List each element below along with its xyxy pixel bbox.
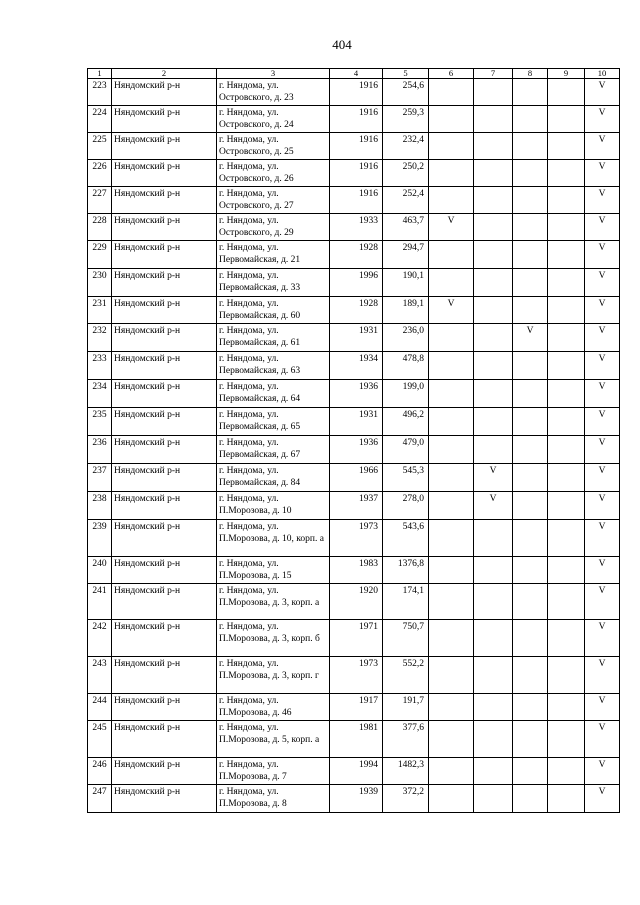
col8-mark-cell: V	[513, 324, 548, 352]
col6-mark-cell: V	[429, 214, 474, 241]
district-cell: Няндомский р-н	[112, 106, 217, 133]
col6-mark-cell: V	[429, 297, 474, 324]
area-cell: 545,3	[383, 464, 429, 492]
col9-mark-cell	[548, 492, 585, 520]
col10-mark-cell: V	[585, 584, 620, 620]
col8-mark-cell	[513, 520, 548, 557]
district-cell: Няндомский р-н	[112, 79, 217, 106]
col8-mark-cell	[513, 408, 548, 436]
area-cell: 252,4	[383, 187, 429, 214]
col8-mark-cell	[513, 620, 548, 657]
row-number-cell: 235	[88, 408, 112, 436]
col8-mark-cell	[513, 657, 548, 694]
area-cell: 236,0	[383, 324, 429, 352]
col6-mark-cell	[429, 520, 474, 557]
area-cell: 294,7	[383, 241, 429, 269]
table-row	[88, 352, 620, 380]
col6-mark-cell	[429, 721, 474, 758]
col9-mark-cell	[548, 214, 585, 241]
year-cell: 1973	[330, 657, 383, 694]
col10-mark-cell: V	[585, 694, 620, 721]
address-cell: г. Няндома, ул. П.Морозова, д. 46	[217, 694, 330, 721]
col9-mark-cell	[548, 324, 585, 352]
col6-mark-cell	[429, 694, 474, 721]
col10-mark-cell: V	[585, 160, 620, 187]
district-cell: Няндомский р-н	[112, 557, 217, 584]
col10-mark-cell: V	[585, 352, 620, 380]
table-row	[88, 297, 620, 324]
col9-mark-cell	[548, 557, 585, 584]
address-cell: г. Няндома, ул. П.Морозова, д. 5, корп. а	[217, 721, 330, 758]
address-cell: г. Няндома, ул. Островского, д. 23	[217, 79, 330, 106]
col8-mark-cell	[513, 694, 548, 721]
table-row	[88, 160, 620, 187]
table-row	[88, 241, 620, 269]
address-cell: г. Няндома, ул. Первомайская, д. 21	[217, 241, 330, 269]
col6-mark-cell	[429, 380, 474, 408]
address-cell: г. Няндома, ул. Первомайская, д. 60	[217, 297, 330, 324]
year-cell: 1928	[330, 297, 383, 324]
col6-mark-cell	[429, 133, 474, 160]
col7-mark-cell	[474, 187, 513, 214]
area-cell: 377,6	[383, 721, 429, 758]
row-number-cell: 232	[88, 324, 112, 352]
col6-mark-cell	[429, 785, 474, 813]
year-cell: 1931	[330, 408, 383, 436]
col7-mark-cell	[474, 520, 513, 557]
col8-mark-cell	[513, 380, 548, 408]
column-header: 9	[548, 69, 585, 79]
col6-mark-cell	[429, 464, 474, 492]
address-cell: г. Няндома, ул. Первомайская, д. 61	[217, 324, 330, 352]
district-cell: Няндомский р-н	[112, 408, 217, 436]
district-cell: Няндомский р-н	[112, 269, 217, 297]
year-cell: 1936	[330, 380, 383, 408]
row-number-cell: 244	[88, 694, 112, 721]
col9-mark-cell	[548, 352, 585, 380]
row-number-cell: 233	[88, 352, 112, 380]
col10-mark-cell: V	[585, 620, 620, 657]
row-number-cell: 236	[88, 436, 112, 464]
col10-mark-cell: V	[585, 133, 620, 160]
col9-mark-cell	[548, 785, 585, 813]
address-cell: г. Няндома, ул. Островского, д. 29	[217, 214, 330, 241]
row-number-cell: 241	[88, 584, 112, 620]
col9-mark-cell	[548, 241, 585, 269]
col10-mark-cell: V	[585, 785, 620, 813]
area-cell: 250,2	[383, 160, 429, 187]
district-cell: Няндомский р-н	[112, 620, 217, 657]
table-row	[88, 79, 620, 106]
col9-mark-cell	[548, 160, 585, 187]
table-row	[88, 436, 620, 464]
col9-mark-cell	[548, 297, 585, 324]
year-cell: 1994	[330, 758, 383, 785]
col8-mark-cell	[513, 241, 548, 269]
col7-mark-cell	[474, 785, 513, 813]
address-cell: г. Няндома, ул. Первомайская, д. 64	[217, 380, 330, 408]
col6-mark-cell	[429, 620, 474, 657]
district-cell: Няндомский р-н	[112, 297, 217, 324]
col7-mark-cell	[474, 694, 513, 721]
row-number-cell: 243	[88, 657, 112, 694]
address-cell: г. Няндома, ул. Островского, д. 25	[217, 133, 330, 160]
col9-mark-cell	[548, 721, 585, 758]
year-cell: 1934	[330, 352, 383, 380]
col7-mark-cell	[474, 106, 513, 133]
column-header: 2	[112, 69, 217, 79]
col8-mark-cell	[513, 721, 548, 758]
year-cell: 1983	[330, 557, 383, 584]
col6-mark-cell	[429, 324, 474, 352]
col9-mark-cell	[548, 408, 585, 436]
col7-mark-cell	[474, 160, 513, 187]
area-cell: 372,2	[383, 785, 429, 813]
col9-mark-cell	[548, 758, 585, 785]
col9-mark-cell	[548, 380, 585, 408]
col8-mark-cell	[513, 214, 548, 241]
district-cell: Няндомский р-н	[112, 214, 217, 241]
area-cell: 232,4	[383, 133, 429, 160]
col8-mark-cell	[513, 785, 548, 813]
address-cell: г. Няндома, ул. Первомайская, д. 84	[217, 464, 330, 492]
table-row	[88, 557, 620, 584]
column-header: 5	[383, 69, 429, 79]
area-cell: 478,8	[383, 352, 429, 380]
address-cell: г. Няндома, ул. П.Морозова, д. 8	[217, 785, 330, 813]
address-cell: г. Няндома, ул. Первомайская, д. 33	[217, 269, 330, 297]
column-header: 10	[585, 69, 620, 79]
col7-mark-cell	[474, 269, 513, 297]
col10-mark-cell: V	[585, 297, 620, 324]
district-cell: Няндомский р-н	[112, 352, 217, 380]
row-number-cell: 226	[88, 160, 112, 187]
col9-mark-cell	[548, 269, 585, 297]
col10-mark-cell: V	[585, 557, 620, 584]
district-cell: Няндомский р-н	[112, 584, 217, 620]
col9-mark-cell	[548, 79, 585, 106]
col9-mark-cell	[548, 133, 585, 160]
district-cell: Няндомский р-н	[112, 241, 217, 269]
year-cell: 1937	[330, 492, 383, 520]
page-number: 404	[332, 37, 352, 52]
row-number-cell: 223	[88, 79, 112, 106]
area-cell: 190,1	[383, 269, 429, 297]
table-row	[88, 520, 620, 557]
col8-mark-cell	[513, 187, 548, 214]
col6-mark-cell	[429, 352, 474, 380]
address-cell: г. Няндома, ул. П.Морозова, д. 3, корп. а	[217, 584, 330, 620]
col8-mark-cell	[513, 297, 548, 324]
year-cell: 1916	[330, 133, 383, 160]
row-number-cell: 247	[88, 785, 112, 813]
row-number-cell: 242	[88, 620, 112, 657]
col10-mark-cell: V	[585, 269, 620, 297]
year-cell: 1916	[330, 79, 383, 106]
address-cell: г. Няндома, ул. Островского, д. 24	[217, 106, 330, 133]
table-row	[88, 269, 620, 297]
col7-mark-cell	[474, 380, 513, 408]
col8-mark-cell	[513, 106, 548, 133]
table-row	[88, 657, 620, 694]
col7-mark-cell	[474, 584, 513, 620]
column-header: 1	[88, 69, 112, 79]
col6-mark-cell	[429, 408, 474, 436]
year-cell: 1920	[330, 584, 383, 620]
col7-mark-cell	[474, 620, 513, 657]
col8-mark-cell	[513, 557, 548, 584]
col7-mark-cell	[474, 324, 513, 352]
col10-mark-cell: V	[585, 214, 620, 241]
district-cell: Няндомский р-н	[112, 324, 217, 352]
table-row	[88, 584, 620, 620]
row-number-cell: 239	[88, 520, 112, 557]
col6-mark-cell	[429, 758, 474, 785]
year-cell: 1981	[330, 721, 383, 758]
row-number-cell: 238	[88, 492, 112, 520]
col9-mark-cell	[548, 436, 585, 464]
district-cell: Няндомский р-н	[112, 492, 217, 520]
year-cell: 1916	[330, 187, 383, 214]
district-cell: Няндомский р-н	[112, 785, 217, 813]
district-cell: Няндомский р-н	[112, 133, 217, 160]
table-row	[88, 214, 620, 241]
column-header: 3	[217, 69, 330, 79]
col9-mark-cell	[548, 464, 585, 492]
address-cell: г. Няндома, ул. П.Морозова, д. 3, корп. г	[217, 657, 330, 694]
col8-mark-cell	[513, 79, 548, 106]
row-number-cell: 225	[88, 133, 112, 160]
column-header: 8	[513, 69, 548, 79]
col8-mark-cell	[513, 584, 548, 620]
row-number-cell: 224	[88, 106, 112, 133]
col7-mark-cell	[474, 557, 513, 584]
area-cell: 278,0	[383, 492, 429, 520]
col8-mark-cell	[513, 269, 548, 297]
col6-mark-cell	[429, 241, 474, 269]
col9-mark-cell	[548, 187, 585, 214]
address-cell: г. Няндома, ул. Первомайская, д. 67	[217, 436, 330, 464]
row-number-cell: 234	[88, 380, 112, 408]
table-row	[88, 785, 620, 813]
area-cell: 174,1	[383, 584, 429, 620]
address-cell: г. Няндома, ул. Первомайская, д. 65	[217, 408, 330, 436]
col6-mark-cell	[429, 106, 474, 133]
col6-mark-cell	[429, 160, 474, 187]
col7-mark-cell	[474, 436, 513, 464]
housing-table	[87, 68, 620, 813]
table-row	[88, 324, 620, 352]
column-header: 4	[330, 69, 383, 79]
col9-mark-cell	[548, 520, 585, 557]
year-cell: 1971	[330, 620, 383, 657]
table-row	[88, 694, 620, 721]
district-cell: Няндомский р-н	[112, 520, 217, 557]
col10-mark-cell: V	[585, 721, 620, 758]
table-row	[88, 758, 620, 785]
col10-mark-cell: V	[585, 436, 620, 464]
table-row	[88, 492, 620, 520]
year-cell: 1916	[330, 160, 383, 187]
area-cell: 1482,3	[383, 758, 429, 785]
table-row	[88, 133, 620, 160]
year-cell: 1916	[330, 106, 383, 133]
col6-mark-cell	[429, 557, 474, 584]
col7-mark-cell	[474, 657, 513, 694]
address-cell: г. Няндома, ул. П.Морозова, д. 15	[217, 557, 330, 584]
district-cell: Няндомский р-н	[112, 436, 217, 464]
row-number-cell: 229	[88, 241, 112, 269]
row-number-cell: 230	[88, 269, 112, 297]
col10-mark-cell: V	[585, 187, 620, 214]
col7-mark-cell: V	[474, 492, 513, 520]
col7-mark-cell: V	[474, 464, 513, 492]
table-header-row	[88, 69, 620, 79]
col8-mark-cell	[513, 133, 548, 160]
table-row	[88, 620, 620, 657]
row-number-cell: 246	[88, 758, 112, 785]
address-cell: г. Няндома, ул. Островского, д. 27	[217, 187, 330, 214]
col9-mark-cell	[548, 584, 585, 620]
row-number-cell: 237	[88, 464, 112, 492]
col6-mark-cell	[429, 657, 474, 694]
col7-mark-cell	[474, 408, 513, 436]
col10-mark-cell: V	[585, 380, 620, 408]
address-cell: г. Няндома, ул. Островского, д. 26	[217, 160, 330, 187]
col7-mark-cell	[474, 214, 513, 241]
district-cell: Няндомский р-н	[112, 160, 217, 187]
col8-mark-cell	[513, 758, 548, 785]
year-cell: 1928	[330, 241, 383, 269]
table-row	[88, 380, 620, 408]
address-cell: г. Няндома, ул. Первомайская, д. 63	[217, 352, 330, 380]
col10-mark-cell: V	[585, 241, 620, 269]
col6-mark-cell	[429, 187, 474, 214]
col8-mark-cell	[513, 464, 548, 492]
year-cell: 1936	[330, 436, 383, 464]
row-number-cell: 245	[88, 721, 112, 758]
col6-mark-cell	[429, 584, 474, 620]
col7-mark-cell	[474, 352, 513, 380]
area-cell: 259,3	[383, 106, 429, 133]
col7-mark-cell	[474, 758, 513, 785]
col7-mark-cell	[474, 241, 513, 269]
table-row	[88, 721, 620, 758]
col8-mark-cell	[513, 436, 548, 464]
col6-mark-cell	[429, 436, 474, 464]
col9-mark-cell	[548, 106, 585, 133]
district-cell: Няндомский р-н	[112, 721, 217, 758]
area-cell: 543,6	[383, 520, 429, 557]
address-cell: г. Няндома, ул. П.Морозова, д. 3, корп. б	[217, 620, 330, 657]
area-cell: 479,0	[383, 436, 429, 464]
col10-mark-cell: V	[585, 464, 620, 492]
year-cell: 1917	[330, 694, 383, 721]
district-cell: Няндомский р-н	[112, 657, 217, 694]
address-cell: г. Няндома, ул. П.Морозова, д. 10, корп. а	[217, 520, 330, 557]
col9-mark-cell	[548, 694, 585, 721]
area-cell: 496,2	[383, 408, 429, 436]
area-cell: 552,2	[383, 657, 429, 694]
year-cell: 1939	[330, 785, 383, 813]
area-cell: 189,1	[383, 297, 429, 324]
row-number-cell: 240	[88, 557, 112, 584]
area-cell: 199,0	[383, 380, 429, 408]
col6-mark-cell	[429, 269, 474, 297]
col6-mark-cell	[429, 79, 474, 106]
col8-mark-cell	[513, 492, 548, 520]
col8-mark-cell	[513, 352, 548, 380]
col10-mark-cell: V	[585, 79, 620, 106]
col10-mark-cell: V	[585, 408, 620, 436]
table-row	[88, 408, 620, 436]
area-cell: 1376,8	[383, 557, 429, 584]
area-cell: 254,6	[383, 79, 429, 106]
col10-mark-cell: V	[585, 492, 620, 520]
year-cell: 1973	[330, 520, 383, 557]
area-cell: 463,7	[383, 214, 429, 241]
district-cell: Няндомский р-н	[112, 187, 217, 214]
area-cell: 750,7	[383, 620, 429, 657]
col10-mark-cell: V	[585, 758, 620, 785]
district-cell: Няндомский р-н	[112, 380, 217, 408]
col7-mark-cell	[474, 133, 513, 160]
col8-mark-cell	[513, 160, 548, 187]
year-cell: 1966	[330, 464, 383, 492]
col10-mark-cell: V	[585, 657, 620, 694]
col7-mark-cell	[474, 721, 513, 758]
table-row	[88, 464, 620, 492]
col9-mark-cell	[548, 620, 585, 657]
address-cell: г. Няндома, ул. П.Морозова, д. 7	[217, 758, 330, 785]
column-header: 7	[474, 69, 513, 79]
year-cell: 1933	[330, 214, 383, 241]
area-cell: 191,7	[383, 694, 429, 721]
column-header: 6	[429, 69, 474, 79]
district-cell: Няндомский р-н	[112, 464, 217, 492]
address-cell: г. Няндома, ул. П.Морозова, д. 10	[217, 492, 330, 520]
col7-mark-cell	[474, 79, 513, 106]
col9-mark-cell	[548, 657, 585, 694]
col6-mark-cell	[429, 492, 474, 520]
col10-mark-cell: V	[585, 106, 620, 133]
col7-mark-cell	[474, 297, 513, 324]
year-cell: 1996	[330, 269, 383, 297]
col10-mark-cell: V	[585, 324, 620, 352]
district-cell: Няндомский р-н	[112, 758, 217, 785]
district-cell: Няндомский р-н	[112, 694, 217, 721]
col10-mark-cell: V	[585, 520, 620, 557]
year-cell: 1931	[330, 324, 383, 352]
table-body	[88, 79, 620, 813]
row-number-cell: 227	[88, 187, 112, 214]
row-number-cell: 228	[88, 214, 112, 241]
row-number-cell: 231	[88, 297, 112, 324]
table-row	[88, 187, 620, 214]
table-row	[88, 106, 620, 133]
